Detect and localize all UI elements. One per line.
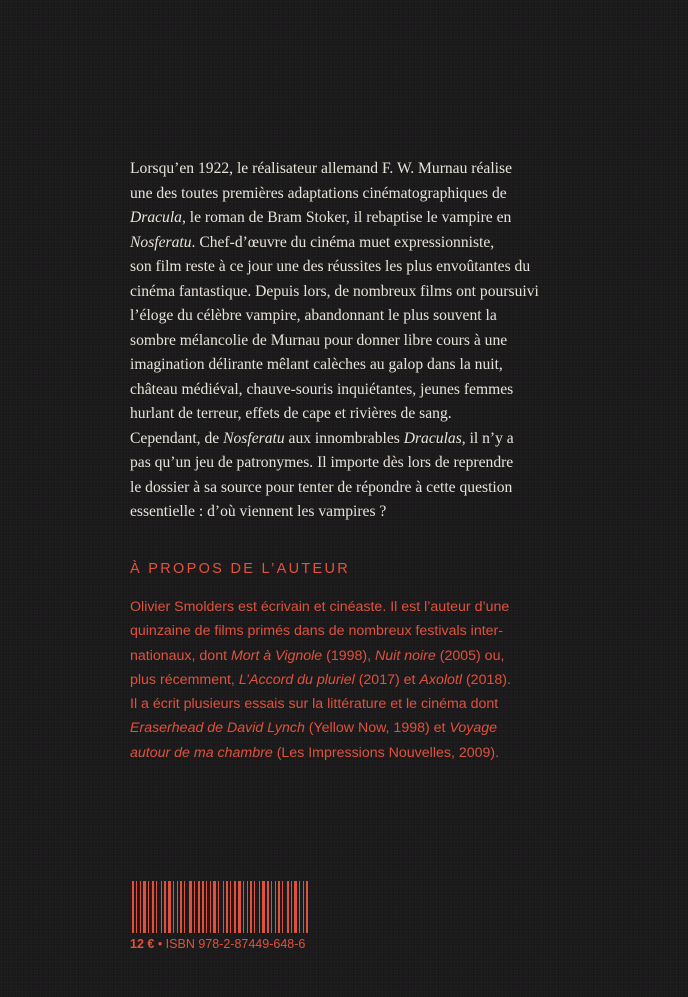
barcode-bar xyxy=(262,881,265,933)
barcode-bar xyxy=(143,881,146,933)
film-title: Nosferatu xyxy=(130,233,192,251)
barcode-bar xyxy=(250,881,252,933)
price: 12 € xyxy=(130,937,155,951)
synopsis-line: imagination délirante mêlant calèches au galop dans la nuit, xyxy=(130,356,503,373)
isbn: • ISBN 978-2-87449-648-6 xyxy=(154,937,306,951)
barcode-bar xyxy=(259,881,260,933)
barcode-bar xyxy=(180,881,182,933)
about-text: nationaux, dont xyxy=(130,647,231,664)
film-title: Draculas xyxy=(403,429,462,447)
barcode-bar xyxy=(136,881,137,933)
barcode-icon xyxy=(130,881,310,933)
barcode-bar xyxy=(299,881,300,933)
synopsis-line: hurlant de terreur, effets de cape et rivières de sang. xyxy=(130,405,452,422)
barcode-bar xyxy=(306,881,308,933)
film-title: L’Accord du pluriel xyxy=(238,671,355,688)
barcode-bar xyxy=(282,881,283,933)
synopsis-line: château médiéval, chauve-souris inquiétantes, jeunes femmes xyxy=(130,380,514,398)
book-title: autour de ma chambre xyxy=(130,744,273,761)
about-text: (1998), xyxy=(322,647,376,664)
synopsis-line: une des toutes premières adaptations cinématographiques de xyxy=(130,184,507,202)
barcode-bar xyxy=(247,881,248,933)
barcode-bar xyxy=(226,881,228,933)
price-isbn-line xyxy=(130,937,305,951)
barcode-bar xyxy=(198,881,200,933)
about-text: (2017) et xyxy=(354,671,420,688)
synopsis-line: l’éloge du célèbre vampire, abandonnant le plus souvent la xyxy=(130,307,497,324)
synopsis-line xyxy=(130,206,560,231)
barcode-bar xyxy=(156,881,157,933)
synopsis-line xyxy=(130,231,560,256)
about-line xyxy=(130,741,570,765)
barcode-bar xyxy=(177,881,178,933)
barcode-bar xyxy=(173,881,174,933)
barcode-bar xyxy=(148,881,149,933)
about-line xyxy=(130,716,570,740)
barcode-bar xyxy=(140,881,141,933)
book-title: Dracula xyxy=(130,209,182,226)
barcode-bar xyxy=(132,881,134,933)
barcode-bar xyxy=(294,881,297,933)
synopsis-line: pas qu’un jeu de patronymes. Il importe dès lors de reprendre xyxy=(130,454,514,471)
about-text: (Les Impressions Nouvelles, 2009). xyxy=(272,744,500,761)
book-title: Voyage xyxy=(449,720,498,737)
barcode-bar xyxy=(291,881,292,933)
film-title: Axolotl xyxy=(419,671,463,688)
barcode-bar xyxy=(230,881,231,933)
barcode-bar xyxy=(206,881,207,933)
about-line: quinzaine de films primés dans de nombreux festivals inter- xyxy=(130,623,503,640)
film-title: Mort à Vignole xyxy=(230,647,323,664)
barcode-bar xyxy=(213,881,216,933)
barcode-bar xyxy=(161,881,162,933)
barcode-bar xyxy=(223,881,224,933)
about-line: Il a écrit plusieurs essais sur la littérature et le cinéma dont xyxy=(130,696,499,713)
about-line: Olivier Smolders est écrivain et cinéaste. Il est l’auteur d’une xyxy=(130,599,510,615)
barcode-block xyxy=(130,881,310,961)
barcode-bar xyxy=(194,881,195,933)
about-text: (Yellow Now, 1998) et xyxy=(304,720,450,737)
barcode-bar xyxy=(254,881,255,933)
about-author-heading: À PROPOS DE L’AUTEUR xyxy=(130,561,351,577)
synopsis xyxy=(130,157,560,525)
barcode-bar xyxy=(303,881,304,933)
synopsis-line: le dossier à sa source pour tenter de répondre à cette question xyxy=(130,478,513,496)
synopsis-line: son film reste à ce jour une des réussites les plus envoûtantes du xyxy=(130,258,531,275)
barcode-bar xyxy=(184,881,185,933)
film-title: Nosferatu xyxy=(223,429,285,447)
barcode-bar xyxy=(234,881,236,933)
about-author xyxy=(130,595,570,765)
about-line xyxy=(130,644,570,668)
synopsis-text: , le roman de Bram Stoker, il rebaptise le vampire en xyxy=(181,209,512,226)
barcode-bar xyxy=(168,881,171,933)
synopsis-line xyxy=(130,427,560,452)
synopsis-text: . Chef-d’œuvre du cinéma muet expressionniste, xyxy=(191,233,495,251)
synopsis-line: cinéma fantastique. Depuis lors, de nombreux films ont poursuivi xyxy=(130,282,539,300)
barcode-bar xyxy=(210,881,211,933)
barcode-bar xyxy=(287,881,289,933)
barcode-bar xyxy=(152,881,154,933)
barcode-bar xyxy=(202,881,204,933)
synopsis-text: , il n’y a xyxy=(461,429,514,447)
barcode-bar xyxy=(271,881,272,933)
book-title: Eraserhead de David Lynch xyxy=(130,720,305,737)
about-text: plus récemment, xyxy=(130,671,239,688)
synopsis-text: Cependant, de xyxy=(130,429,224,447)
synopsis-line: Lorsqu’en 1922, le réalisateur allemand F. W. Murnau réalise xyxy=(130,160,512,177)
film-title: Nuit noire xyxy=(375,647,436,664)
about-text: (2018). xyxy=(462,671,511,688)
synopsis-line: essentielle : d’où viennent les vampires ? xyxy=(130,503,387,520)
barcode-bar xyxy=(275,881,276,933)
barcode-bar xyxy=(164,881,166,933)
synopsis-line: sombre mélancolie de Murnau pour donner libre cours à une xyxy=(130,331,508,349)
synopsis-text: aux innombrables xyxy=(284,429,404,447)
barcode-bar xyxy=(218,881,219,933)
barcode-bar xyxy=(243,881,244,933)
about-line xyxy=(130,668,570,692)
barcode-bar xyxy=(238,881,241,933)
barcode-bar xyxy=(278,881,280,933)
barcode-bar xyxy=(189,881,192,933)
about-text: (2005) ou, xyxy=(435,647,505,664)
barcode-bar xyxy=(267,881,269,933)
synopsis-paragraph xyxy=(130,157,560,525)
